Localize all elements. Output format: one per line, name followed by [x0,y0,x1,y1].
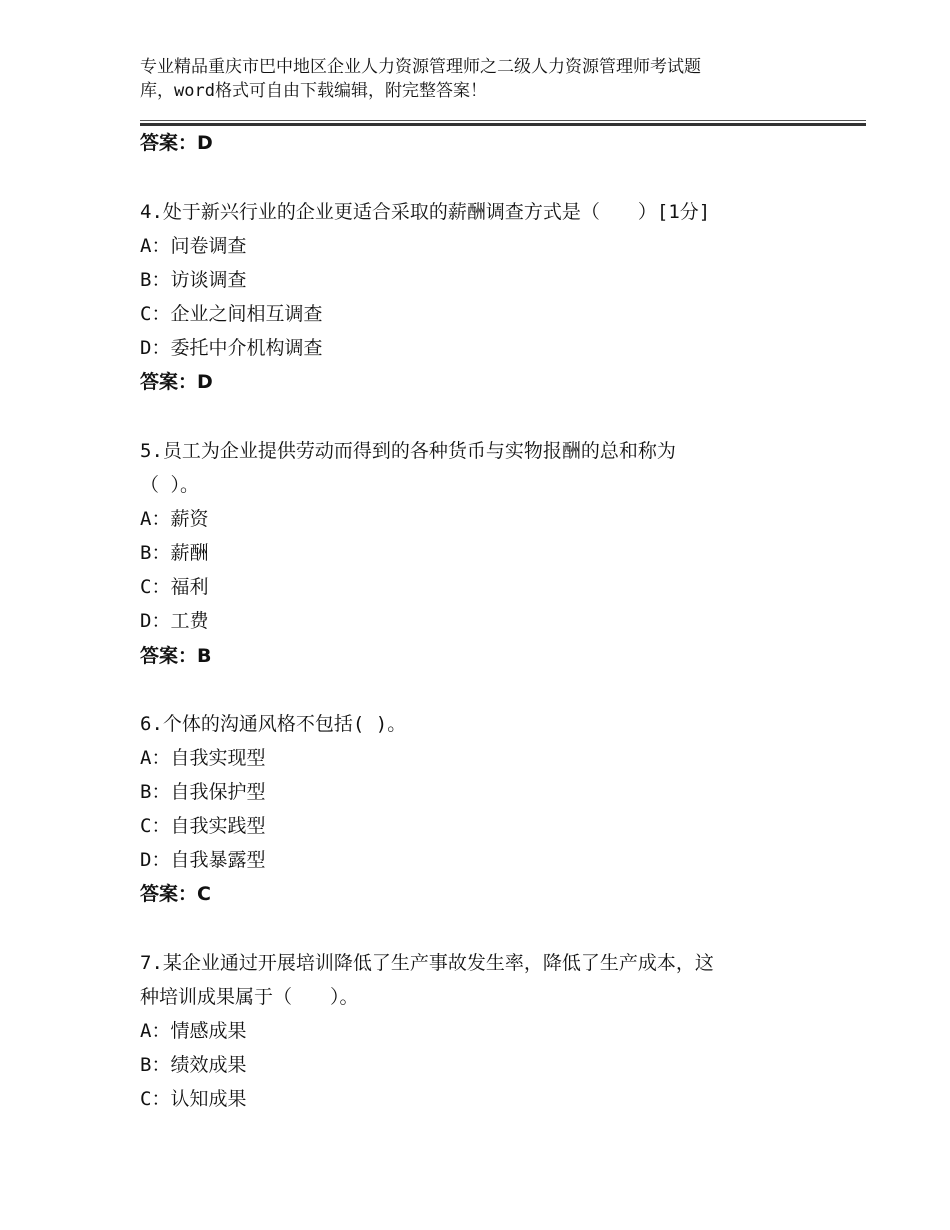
question-7-stem-line-2: 种培训成果属于（ ）。 [140,986,359,1008]
header-line-1: 专业精品重庆市巴中地区企业人力资源管理师之二级人力资源管理师考试题 [140,57,701,77]
question-5-option-d: D：工费 [140,610,209,632]
question-6-stem: 6.个体的沟通风格不包括( )。 [140,713,407,735]
header-divider-thick [140,123,866,126]
question-5-stem-line-2: （ ）。 [140,474,199,496]
question-5-option-b: B：薪酬 [140,542,209,564]
question-5-option-c: C：福利 [140,576,209,598]
question-4-option-a: A：问卷调查 [140,235,247,257]
question-4-option-c: C：企业之间相互调查 [140,303,323,325]
question-7-option-c: C：认知成果 [140,1088,247,1110]
question-5-stem-line-1: 5.员工为企业提供劳动而得到的各种货币与实物报酬的总和称为 [140,440,676,462]
question-5-option-a: A：薪资 [140,508,209,530]
question-6-option-c: C：自我实践型 [140,815,266,837]
question-4-stem: 4.处于新兴行业的企业更适合采取的薪酬调查方式是（ ）[1分] [140,201,711,223]
previous-answer: 答案：D [140,132,213,154]
header-divider-thin [140,120,866,121]
question-4-answer: 答案：D [140,371,213,393]
header-line-2: 库，word格式可自由下载编辑，附完整答案！ [140,81,487,101]
question-6-option-d: D：自我暴露型 [140,849,266,871]
question-6-answer: 答案：C [140,883,211,905]
document-header [140,55,780,103]
question-4-option-b: B：访谈调查 [140,269,247,291]
question-6-option-a: A：自我实现型 [140,747,266,769]
question-7-option-b: B：绩效成果 [140,1054,247,1076]
question-4-option-d: D：委托中介机构调查 [140,337,323,359]
question-6-option-b: B：自我保护型 [140,781,266,803]
question-7-option-a: A：情感成果 [140,1020,247,1042]
question-5-answer: 答案：B [140,645,212,667]
question-7-stem-line-1: 7.某企业通过开展培训降低了生产事故发生率，降低了生产成本，这 [140,952,714,974]
